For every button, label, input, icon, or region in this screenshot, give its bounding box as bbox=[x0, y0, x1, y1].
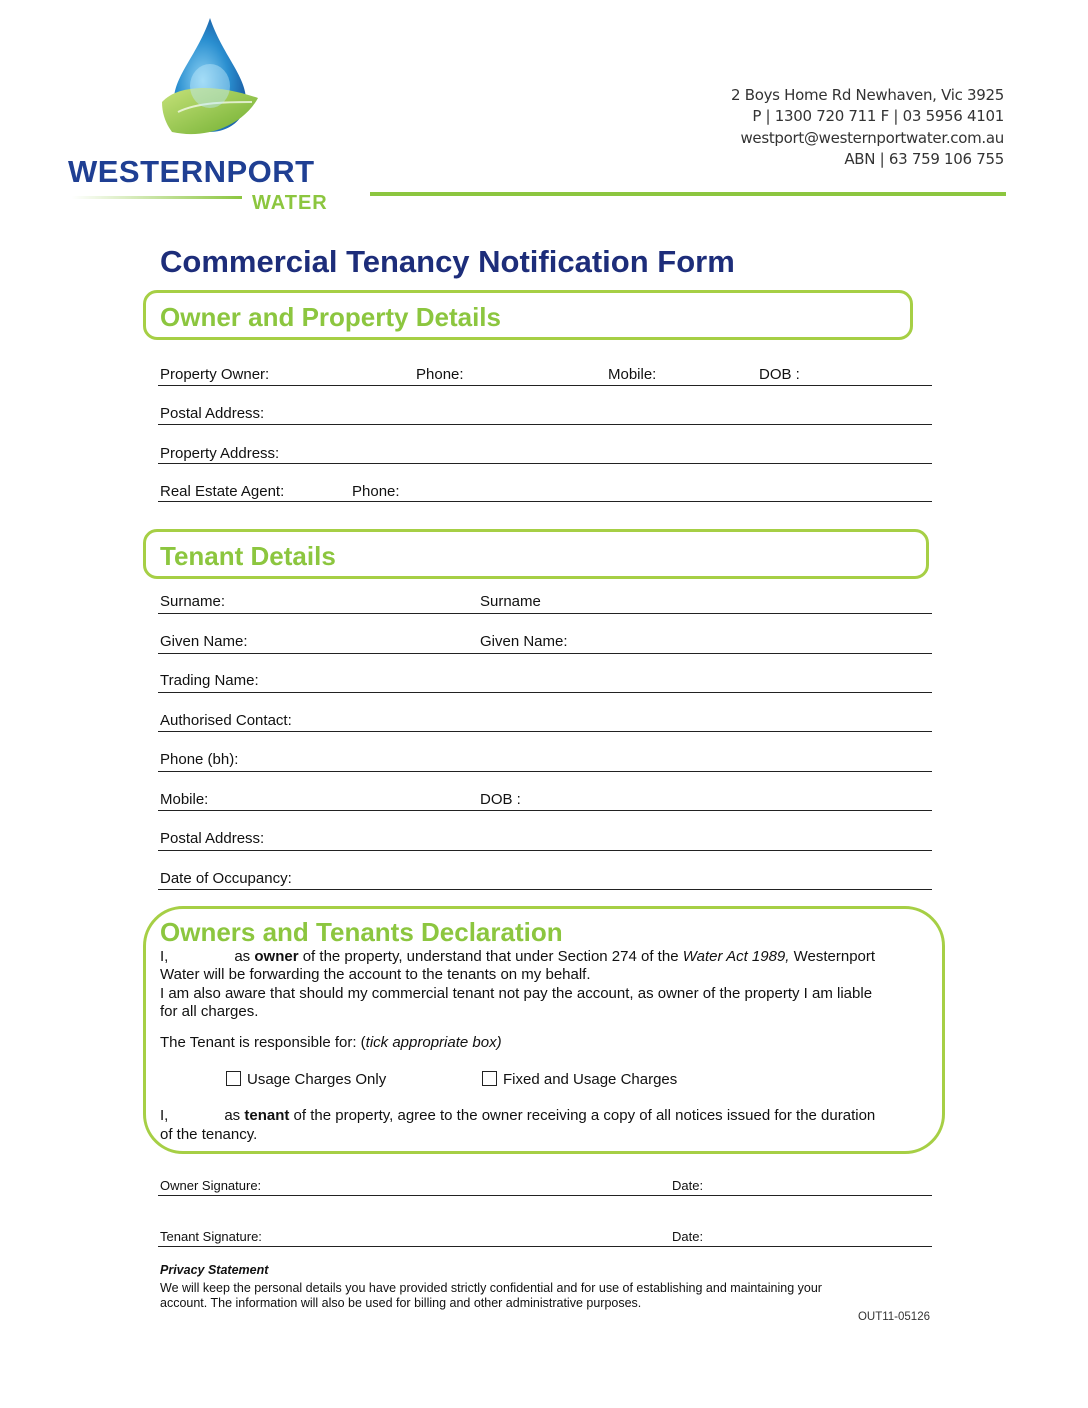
logo-wordmark-westernport: WESTERNPORT bbox=[68, 154, 315, 189]
property-address-field[interactable] bbox=[158, 463, 932, 464]
responsibility-hint: tick appropriate box) bbox=[365, 1034, 502, 1051]
fixed-and-usage-charges-label: Fixed and Usage Charges bbox=[503, 1071, 678, 1088]
tenant-signature-label: Tenant Signature: bbox=[160, 1229, 262, 1244]
contact-email: westport@westernportwater.com.au bbox=[740, 129, 1004, 147]
form-reference-code: OUT11-05126 bbox=[857, 1311, 930, 1323]
privacy-line-2: account. The information will also be used for billing and other administrative purposes. bbox=[160, 1296, 642, 1310]
tenant-as: as bbox=[224, 1107, 241, 1124]
tenant-date-label: Date: bbox=[672, 1229, 704, 1244]
tenant-given-name-label-1: Given Name: bbox=[160, 633, 248, 650]
owner-mobile-label: Mobile: bbox=[608, 366, 657, 383]
tenant-mobile-label: Mobile: bbox=[160, 791, 209, 808]
owner-text-1: of the property, understand that under Section 274 of the bbox=[302, 948, 679, 965]
tenant-i: I, bbox=[160, 1107, 169, 1124]
real-estate-agent-label: Real Estate Agent: bbox=[160, 483, 285, 500]
water-drop-icon bbox=[148, 14, 268, 144]
tenant-surname-field[interactable] bbox=[158, 613, 932, 614]
trading-name-label: Trading Name: bbox=[160, 672, 259, 689]
liability-line-2: for all charges. bbox=[160, 1003, 259, 1020]
fixed-and-usage-charges-checkbox[interactable] bbox=[482, 1071, 497, 1086]
form-title: Commercial Tenancy Notification Form bbox=[160, 244, 735, 279]
tenant-surname-label-1: Surname: bbox=[160, 593, 226, 610]
tenant-signature-field[interactable] bbox=[158, 1246, 932, 1247]
tenant-section-title: Tenant Details bbox=[160, 541, 336, 571]
owner-date-label: Date: bbox=[672, 1178, 704, 1193]
authorised-contact-label: Authorised Contact: bbox=[160, 712, 292, 729]
privacy-statement-text bbox=[160, 1281, 822, 1311]
contact-phone-fax: P | 1300 720 711 F | 03 5956 4101 bbox=[752, 107, 1004, 125]
phone-bh-label: Phone (bh): bbox=[160, 751, 239, 768]
header-rule bbox=[370, 192, 1006, 196]
real-estate-agent-field[interactable] bbox=[158, 501, 932, 502]
tenant-declaration-line-1 bbox=[160, 1107, 875, 1125]
owner-signature-field[interactable] bbox=[158, 1195, 932, 1196]
owner-signature-label: Owner Signature: bbox=[160, 1178, 262, 1193]
owner-section-title: Owner and Property Details bbox=[160, 302, 501, 332]
owner-postal-address-label: Postal Address: bbox=[160, 405, 265, 422]
phone-bh-field[interactable] bbox=[158, 771, 932, 772]
tenant-declaration-line-2: of the tenancy. bbox=[160, 1126, 258, 1143]
responsibility-text: The Tenant is responsible for: ( bbox=[160, 1034, 366, 1051]
usage-charges-only-checkbox[interactable] bbox=[226, 1071, 241, 1086]
logo-wordmark-water: WATER bbox=[252, 192, 328, 214]
usage-charges-only-label: Usage Charges Only bbox=[247, 1071, 387, 1088]
owner-text-2: Westernport bbox=[793, 948, 876, 965]
owner-dob-label: DOB : bbox=[759, 366, 800, 383]
privacy-line-1: We will keep the personal details you have provided strictly confidential and for use of establishing and maintaining your bbox=[160, 1281, 822, 1295]
tenant-dob-label: DOB : bbox=[480, 791, 521, 808]
agent-phone-label: Phone: bbox=[352, 483, 400, 500]
owner-declaration-line-1 bbox=[160, 948, 875, 966]
liability-line-1: I am also aware that should my commercial tenant not pay the account, as owner of the property I am liable bbox=[160, 985, 873, 1002]
water-act-reference: Water Act 1989, bbox=[682, 948, 790, 965]
tenant-given-name-label-2: Given Name: bbox=[480, 633, 568, 650]
property-address-label: Property Address: bbox=[160, 445, 280, 462]
tenant-bold: tenant bbox=[244, 1107, 290, 1124]
authorised-contact-field[interactable] bbox=[158, 731, 932, 732]
responsibility-line bbox=[160, 1034, 502, 1052]
westernport-water-logo bbox=[64, 14, 374, 214]
declaration-title: Owners and Tenants Declaration bbox=[160, 917, 563, 947]
contact-address: 2 Boys Home Rd Newhaven, Vic 3925 bbox=[731, 86, 1004, 104]
property-owner-field[interactable] bbox=[158, 385, 932, 386]
tenant-given-name-field[interactable] bbox=[158, 653, 932, 654]
privacy-statement-title: Privacy Statement bbox=[160, 1263, 269, 1277]
tenant-mobile-field[interactable] bbox=[158, 810, 932, 811]
owner-as: as bbox=[234, 948, 251, 965]
trading-name-field[interactable] bbox=[158, 692, 932, 693]
owner-bold: owner bbox=[254, 948, 299, 965]
tenant-postal-address-label: Postal Address: bbox=[160, 830, 265, 847]
tenant-surname-label-2: Surname bbox=[480, 593, 541, 610]
tenant-text-1: of the property, agree to the owner receiving a copy of all notices issued for the duration bbox=[293, 1107, 876, 1124]
logo-underline bbox=[72, 196, 242, 199]
owner-i: I, bbox=[160, 948, 169, 965]
property-owner-label: Property Owner: bbox=[160, 366, 270, 383]
owner-postal-address-field[interactable] bbox=[158, 424, 932, 425]
owner-declaration-line-2: Water will be forwarding the account to the tenants on my behalf. bbox=[160, 966, 591, 983]
date-of-occupancy-field[interactable] bbox=[158, 889, 932, 890]
contact-abn: ABN | 63 759 106 755 bbox=[844, 150, 1004, 168]
owner-phone-label: Phone: bbox=[416, 366, 464, 383]
tenant-postal-address-field[interactable] bbox=[158, 850, 932, 851]
date-of-occupancy-label: Date of Occupancy: bbox=[160, 870, 292, 887]
